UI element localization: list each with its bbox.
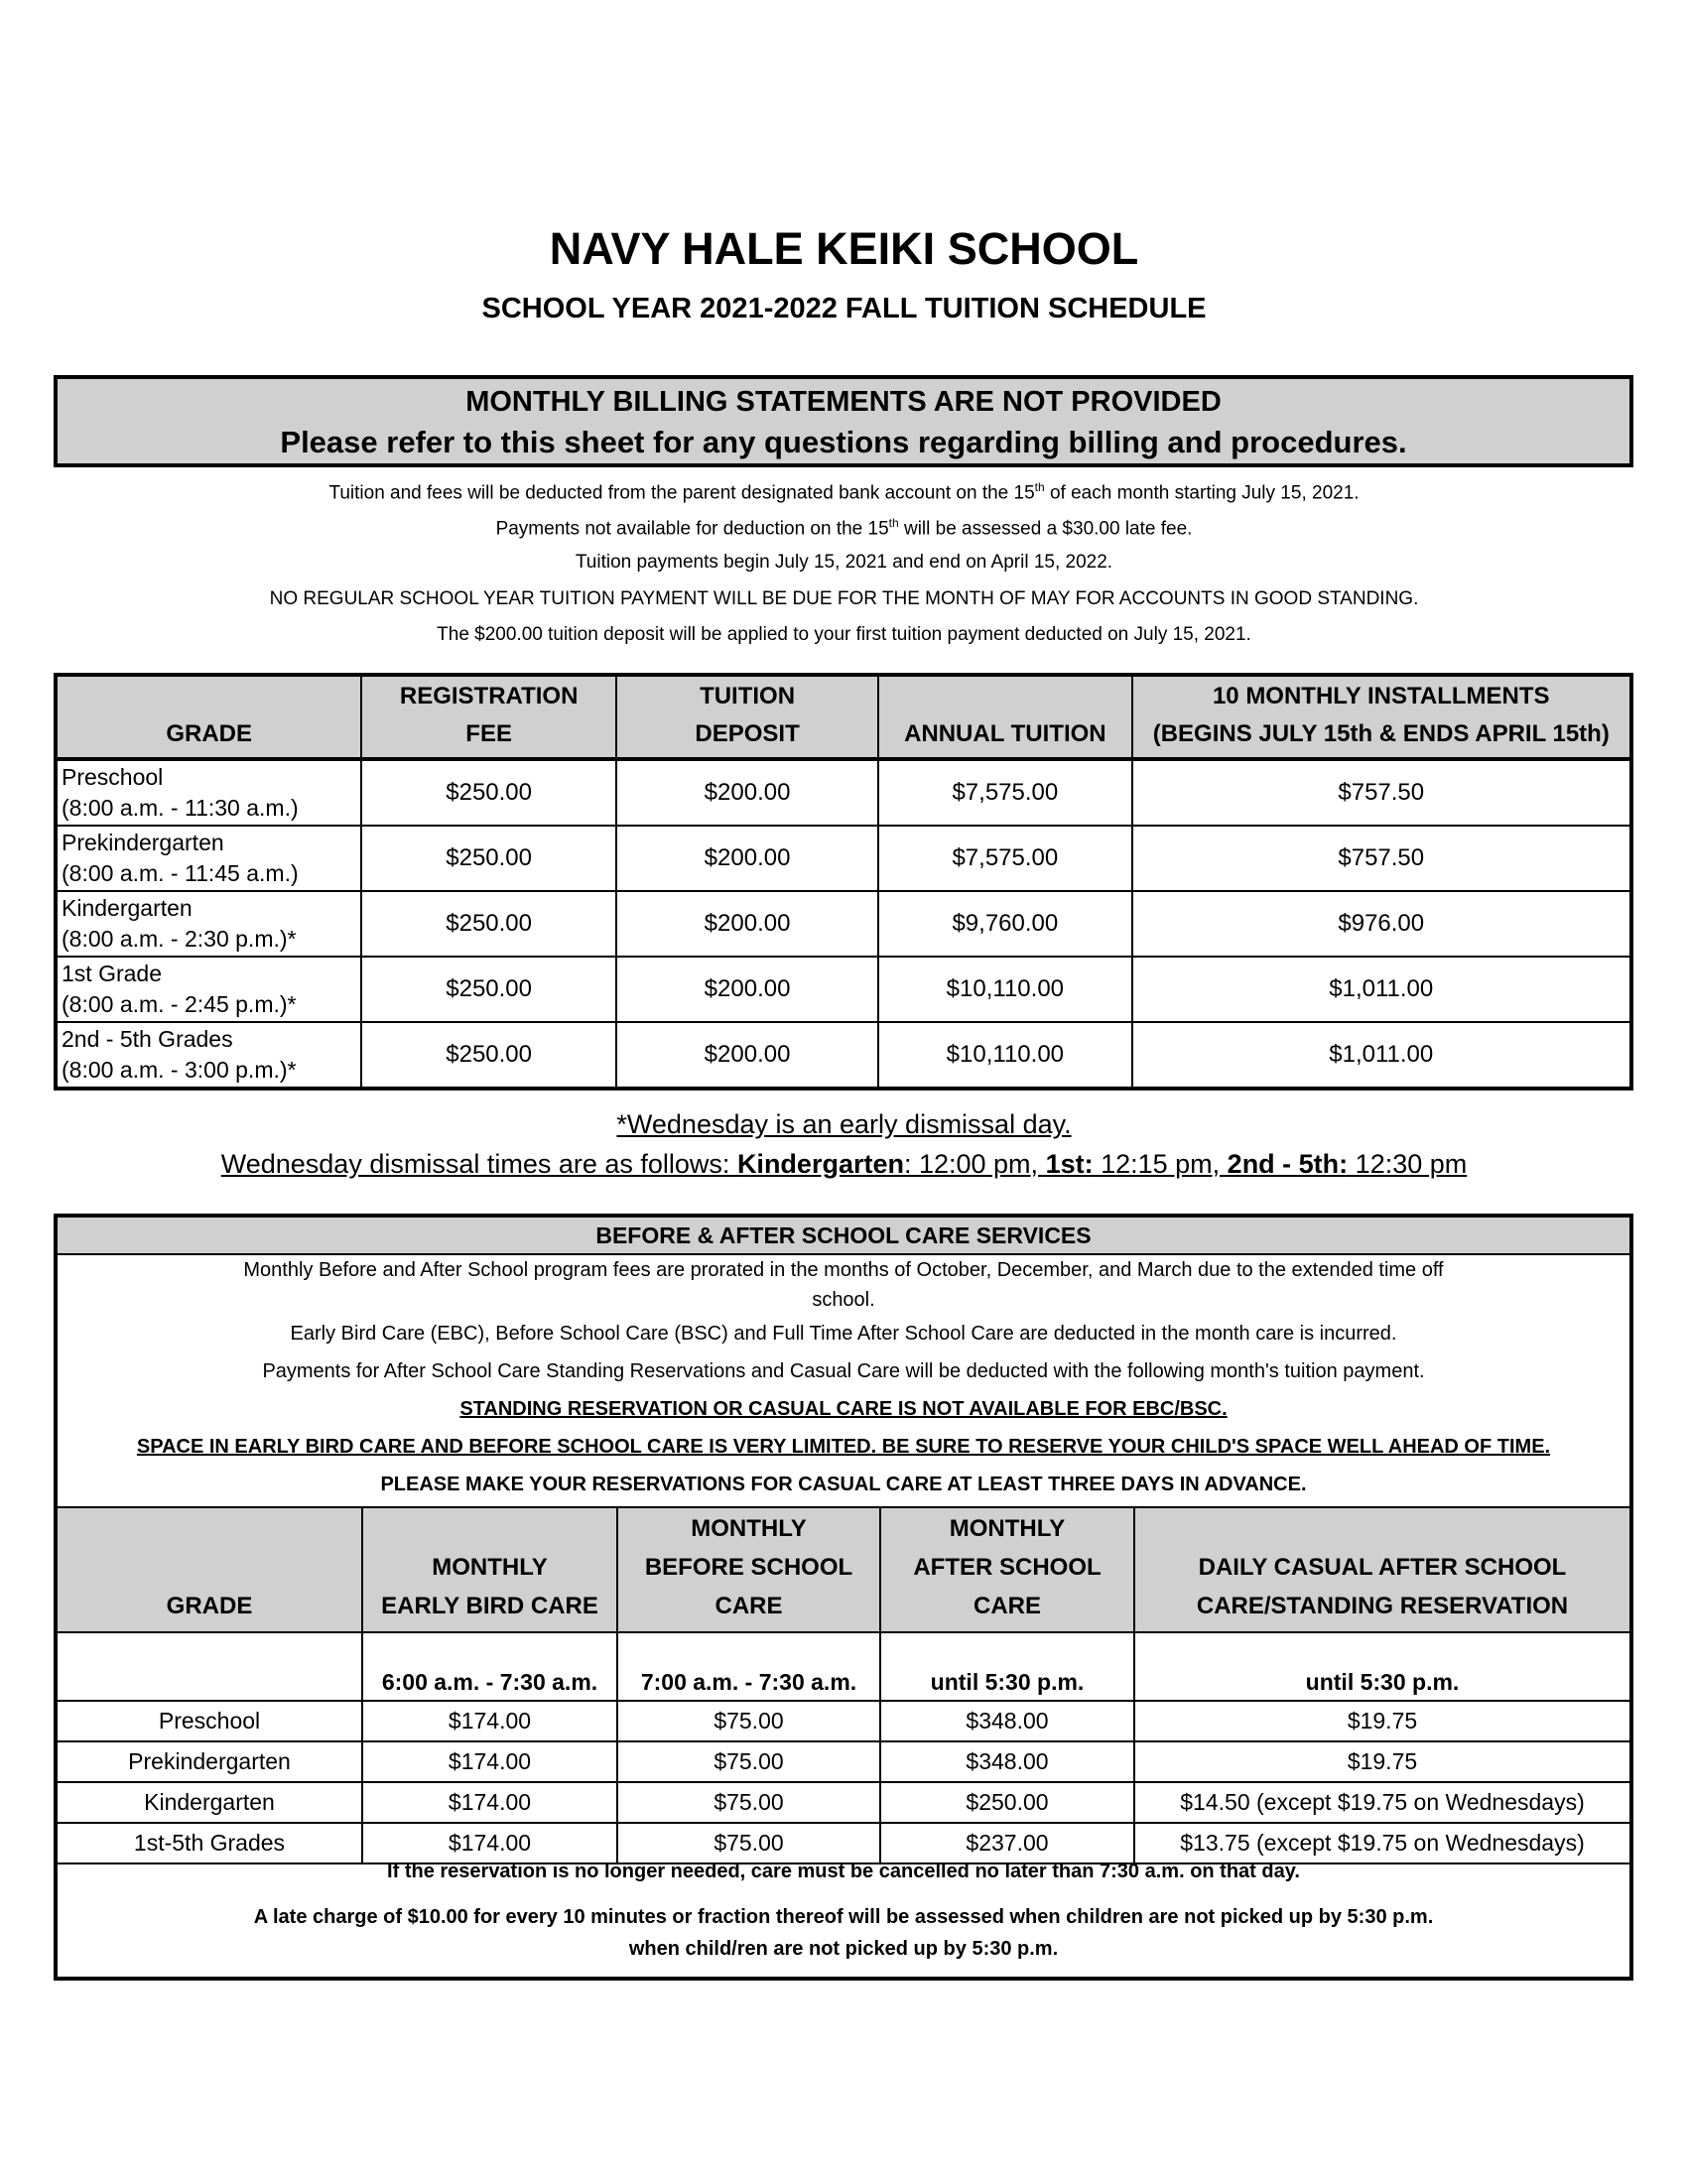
care-services-box bbox=[54, 1214, 1633, 1981]
care-grade-cell: Kindergarten bbox=[58, 1782, 362, 1823]
table-row bbox=[56, 1022, 1631, 1089]
info-line-4: NO REGULAR SCHOOL YEAR TUITION PAYMENT WILL BE DUE FOR THE MONTH OF MAY FOR ACCOUNTS IN GOOD STANDING. bbox=[269, 588, 1419, 609]
tuition-table bbox=[54, 673, 1633, 1091]
care-payment-note: Payments for After School Care Standing Reservations and Casual Care will be deducted with the following month's tuition payment. bbox=[262, 1360, 1425, 1382]
care-daily-cell: $14.50 (except $19.75 on Wednesdays) bbox=[1134, 1782, 1629, 1823]
grade-cell: Preschool (8:00 a.m. - 11:30 a.m.) bbox=[56, 759, 361, 826]
care-daily-cell: $19.75 bbox=[1134, 1701, 1629, 1741]
care-header-early-bird: MONTHLY EARLY BIRD CARE bbox=[362, 1507, 617, 1632]
care-grade-cell: 1st-5th Grades bbox=[58, 1823, 362, 1863]
care-bsc-cell: $75.00 bbox=[617, 1741, 880, 1782]
tuition-deposit-cell: $200.00 bbox=[616, 1022, 878, 1089]
header-registration-fee: REGISTRATION FEE bbox=[361, 675, 616, 759]
header-annual-tuition: ANNUAL TUITION bbox=[878, 675, 1131, 759]
header-monthly-installments: 10 MONTHLY INSTALLMENTS (BEGINS JULY 15th & ENDS APRIL 15th) bbox=[1132, 675, 1631, 759]
care-ebc-cell: $174.00 bbox=[362, 1741, 617, 1782]
table-row bbox=[56, 826, 1631, 891]
care-ebc-cell: $174.00 bbox=[362, 1823, 617, 1863]
care-times-blank bbox=[58, 1632, 362, 1701]
table-row bbox=[56, 759, 1631, 826]
registration-fee-cell: $250.00 bbox=[361, 891, 616, 957]
care-bsc-cell: $75.00 bbox=[617, 1701, 880, 1741]
tuition-deposit-cell: $200.00 bbox=[616, 826, 878, 891]
care-ebc-cell: $174.00 bbox=[362, 1701, 617, 1741]
care-services-header: BEFORE & AFTER SCHOOL CARE SERVICES bbox=[58, 1218, 1629, 1255]
monthly-installment-cell: $1,011.00 bbox=[1132, 1022, 1631, 1089]
care-daily-cell: $19.75 bbox=[1134, 1741, 1629, 1782]
annual-tuition-cell: $9,760.00 bbox=[878, 891, 1131, 957]
care-time-early-bird: 6:00 a.m. - 7:30 a.m. bbox=[362, 1632, 617, 1701]
care-asc-cell: $237.00 bbox=[880, 1823, 1134, 1863]
care-grade-cell: Prekindergarten bbox=[58, 1741, 362, 1782]
care-daily-cell: $13.75 (except $19.75 on Wednesdays) bbox=[1134, 1823, 1629, 1863]
tuition-table-header bbox=[56, 675, 1631, 759]
annual-tuition-cell: $7,575.00 bbox=[878, 759, 1131, 826]
early-dismissal-note: *Wednesday is an early dismissal day. bbox=[616, 1109, 1072, 1139]
info-line-3: Tuition payments begin July 15, 2021 and end on April 15, 2022. bbox=[575, 552, 1113, 573]
care-availability-note: STANDING RESERVATION OR CASUAL CARE IS NOT AVAILABLE FOR EBC/BSC. bbox=[459, 1398, 1228, 1420]
header-tuition-deposit: TUITION DEPOSIT bbox=[616, 675, 878, 759]
annual-tuition-cell: $10,110.00 bbox=[878, 957, 1131, 1022]
table-row bbox=[56, 957, 1631, 1022]
table-row bbox=[58, 1782, 1629, 1823]
billing-notice-box bbox=[54, 375, 1633, 467]
annual-tuition-cell: $7,575.00 bbox=[878, 826, 1131, 891]
monthly-installment-cell: $757.50 bbox=[1132, 759, 1631, 826]
care-asc-cell: $348.00 bbox=[880, 1741, 1134, 1782]
care-header-after-school: MONTHLY AFTER SCHOOL CARE bbox=[880, 1507, 1134, 1632]
care-asc-cell: $348.00 bbox=[880, 1701, 1134, 1741]
care-prorate-note: Monthly Before and After School program fees are prorated in the months of October, December, and March due to the extended time off school. bbox=[243, 1259, 1444, 1311]
care-header-grade: GRADE bbox=[58, 1507, 362, 1632]
monthly-installment-cell: $976.00 bbox=[1132, 891, 1631, 957]
dismissal-times-note: Wednesday dismissal times are as follows: Kindergarten: 12:00 pm, 1st: 12:15 pm, 2nd - 5th: 12:30 pm bbox=[220, 1149, 1468, 1179]
registration-fee-cell: $250.00 bbox=[361, 759, 616, 826]
care-time-before-school: 7:00 a.m. - 7:30 a.m. bbox=[617, 1632, 880, 1701]
tuition-deposit-cell: $200.00 bbox=[616, 759, 878, 826]
registration-fee-cell: $250.00 bbox=[361, 1022, 616, 1089]
table-row bbox=[58, 1823, 1629, 1863]
grade-cell: Kindergarten (8:00 a.m. - 2:30 p.m.)* bbox=[56, 891, 361, 957]
late-charge-note: A late charge of $10.00 for every 10 minutes or fraction thereof will be assessed when children are not picked up by 5:30 p.m. bbox=[253, 1906, 1434, 1928]
late-charge-note-continued: when child/ren are not picked up by 5:30 p.m. bbox=[628, 1938, 1059, 1960]
care-time-daily: until 5:30 p.m. bbox=[1134, 1632, 1629, 1701]
billing-notice-line1: MONTHLY BILLING STATEMENTS ARE NOT PROVIDED bbox=[465, 386, 1222, 418]
document-title: NAVY HALE KEIKI SCHOOL bbox=[549, 223, 1139, 274]
header-grade: GRADE bbox=[56, 675, 361, 759]
care-header-daily-casual: DAILY CASUAL AFTER SCHOOL CARE/STANDING RESERVATION bbox=[1134, 1507, 1629, 1632]
care-time-after-school: until 5:30 p.m. bbox=[880, 1632, 1134, 1701]
monthly-installment-cell: $757.50 bbox=[1132, 826, 1631, 891]
table-row bbox=[58, 1701, 1629, 1741]
info-line-2: Payments not available for deduction on the 15th will be assessed a $30.00 late fee. bbox=[495, 516, 1193, 540]
registration-fee-cell: $250.00 bbox=[361, 957, 616, 1022]
care-bsc-cell: $75.00 bbox=[617, 1823, 880, 1863]
monthly-installment-cell: $1,011.00 bbox=[1132, 957, 1631, 1022]
care-deduction-note: Early Bird Care (EBC), Before School Care (BSC) and Full Time After School Care are deducted in the month care is incurred. bbox=[290, 1323, 1397, 1345]
care-header-before-school: MONTHLY BEFORE SCHOOL CARE bbox=[617, 1507, 880, 1632]
info-line-5: The $200.00 tuition deposit will be applied to your first tuition payment deducted on July 15, 2021. bbox=[437, 624, 1251, 645]
grade-cell: Prekindergarten (8:00 a.m. - 11:45 a.m.) bbox=[56, 826, 361, 891]
care-times-row bbox=[58, 1632, 1629, 1701]
care-bsc-cell: $75.00 bbox=[617, 1782, 880, 1823]
grade-cell: 1st Grade (8:00 a.m. - 2:45 p.m.)* bbox=[56, 957, 361, 1022]
table-row bbox=[58, 1741, 1629, 1782]
tuition-deposit-cell: $200.00 bbox=[616, 891, 878, 957]
document-subtitle: SCHOOL YEAR 2021-2022 FALL TUITION SCHEDULE bbox=[481, 293, 1207, 324]
care-ebc-cell: $174.00 bbox=[362, 1782, 617, 1823]
care-grade-cell: Preschool bbox=[58, 1701, 362, 1741]
tuition-deposit-cell: $200.00 bbox=[616, 957, 878, 1022]
table-row bbox=[56, 891, 1631, 957]
care-fees-table bbox=[58, 1506, 1629, 1864]
billing-notice-line2: Please refer to this sheet for any questions regarding billing and procedures. bbox=[280, 425, 1407, 459]
cancellation-note: If the reservation is no longer needed, care must be cancelled no later than 7:30 a.m. on that day. bbox=[387, 1861, 1300, 1882]
care-table-header bbox=[58, 1507, 1629, 1632]
registration-fee-cell: $250.00 bbox=[361, 826, 616, 891]
grade-cell: 2nd - 5th Grades (8:00 a.m. - 3:00 p.m.)* bbox=[56, 1022, 361, 1089]
care-reservation-note: PLEASE MAKE YOUR RESERVATIONS FOR CASUAL CARE AT LEAST THREE DAYS IN ADVANCE. bbox=[380, 1474, 1307, 1495]
care-asc-cell: $250.00 bbox=[880, 1782, 1134, 1823]
annual-tuition-cell: $10,110.00 bbox=[878, 1022, 1131, 1089]
care-space-note: SPACE IN EARLY BIRD CARE AND BEFORE SCHOOL CARE IS VERY LIMITED. BE SURE TO RESERVE YOUR CHILD'S SPACE WELL AHEAD OF TIME. bbox=[136, 1436, 1551, 1458]
info-line-1: Tuition and fees will be deducted from the parent designated bank account on the 15th of each month starting July 15, 2021. bbox=[328, 480, 1360, 504]
